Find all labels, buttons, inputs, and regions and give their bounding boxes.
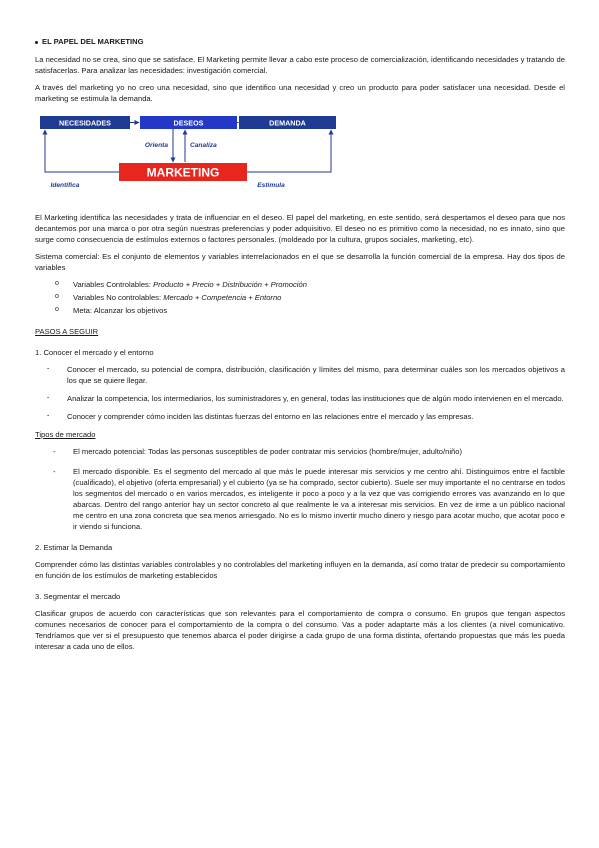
paragraph-1: La necesidad no se crea, sino que se satisface. El Marketing permite llevar a cabo este proceso de comercialización, identificando necesidades y tratando de satisfacerlas. Para analizar las necesidades: investigación comercial.	[35, 55, 565, 75]
step-3-text: Clasificar grupos de acuerdo con características que son relevantes para el comportamiento de compra o consumo. En grupos que tengan aspectos comunes necesarios de conocer para el comportamiento de la compra o del consumo. Vas a poder adaptarte más a los clientes (a nivel comunicativo. Tendríamos que ver si el presupuesto que tenemos abarca el poder dirigirse a cada grupo de una forma distinta, ofertando propuestas que más les pueda interesar a cada uno de ellos.	[35, 609, 565, 651]
market-types-heading: Tipos de mercado	[35, 430, 96, 439]
section-title: EL PAPEL DEL MARKETING	[35, 36, 565, 47]
dot-bullet-icon: ·	[47, 393, 50, 402]
dot-bullet-icon: ·	[47, 411, 50, 420]
paragraph-2: A través del marketing yo no creo una necesidad, sino que identifico una necesidad y creo un producto para poder satisfacer una necesidad. Desde el marketing se estimula la demanda.	[35, 83, 565, 103]
circle-bullet-icon: o	[55, 280, 59, 287]
marketing-label: MARKETING	[146, 165, 220, 180]
marketing-diagram	[35, 114, 565, 200]
document-page	[35, 36, 565, 658]
marketing-diagram-svg	[35, 114, 565, 200]
circle-bullet-icon: o	[55, 293, 59, 300]
list-item: o Variables Controlables: Producto + Precio + Distribución + Promoción	[55, 280, 307, 289]
list-item: - El mercado potencial: Todas las personas susceptibles de poder contratar mis servicios (hombre/mujer, adulto/niño)	[53, 447, 463, 456]
list-item: - El mercado disponible. Es el segmento del mercado al que más le puede interesar mis servicios y me centro ahí. Distinguimos entre el factible (cualificado), el objetivo (oferta empresarial) y el cubierto (ya se ha comprado, sector cubierto). Suele ser muy importante el no centrarse en todos los segmentos del mercado o en varios mercados, es inteligente ir poco a poco y a la vez que vas corrigiendo errores vas avanzando en lo que abarcas. Dentro del rango anterior hay un sector concreto al que realmente le va a interesar mis servicios. En vez de irme a un público nacional me centro en una zona concreta que sea menos arriesgado. No es lo mismo invertir mucho dinero y riesgo para acotar mucho, que acotar poco e ir viendo si funciona.	[53, 467, 565, 531]
steps-heading: PASOS A SEGUIR	[35, 327, 99, 336]
paragraph-4: Sistema comercial: Es el conjunto de elementos y variables interrelacionados en el que se desarrolla la función comercial de la empresa. Hay dos tipos de variables	[35, 252, 565, 272]
list-item: o Variables No controlables: Mercado + Competencia + Entorno	[55, 293, 282, 302]
step-1-heading: 1. Conocer el mercado y el entorno	[35, 348, 154, 357]
circle-bullet-icon: o	[55, 306, 59, 313]
paragraph-3: El Marketing identifica las necesidades y trata de influenciar en el deseo. El papel del marketing, en este sentido, será despertamos el deseo para que nos decantemos por una marca o por otra según nuestras preferencias y poder adquisitivo. El deseo no es primitivo como la necesidad, no es innato, sino que surge como consecuencia de estímulos externos o factores personales. (moldeado por la cultura, grupos sociales, marketing, etc).	[35, 213, 565, 244]
variables-list	[35, 279, 565, 316]
list-item: · Analizar la competencia, los intermediarios, los suministradores y, en general, todas las instituciones que de algún modo intervienen en el mercado.	[47, 393, 564, 403]
demand-label: DEMANDA	[269, 118, 306, 128]
needs-label: NECESIDADES	[59, 118, 111, 128]
step-1-list	[35, 364, 565, 422]
canaliza-label: Canaliza	[190, 142, 217, 149]
desires-label: DESEOS	[173, 118, 204, 128]
dot-bullet-icon: ·	[47, 364, 50, 373]
market-types-list	[35, 446, 565, 532]
step-2-heading: 2. Estimar la Demanda	[35, 543, 113, 552]
orienta-label: Orienta	[144, 142, 168, 149]
step-2-text: Comprender cómo las distintas variables controlables y no controlables del marketing influyen en la demanda, así como tratar de predecir su comportamiento en función de los estímulos de marketing establecidos	[35, 560, 565, 580]
arrow-estimula	[247, 130, 331, 172]
dash-bullet-icon: -	[53, 447, 56, 456]
list-item: · Conocer el mercado, su potencial de compra, distribución, clasificación y límites del mismo, para determinar cuáles son los mercados objetivos a los que se quiere llegar.	[47, 364, 565, 385]
identifica-label: Identifica	[50, 182, 80, 189]
estimula-label: Estimula	[257, 182, 285, 189]
list-item: o Meta: Alcanzar los objetivos	[55, 306, 168, 315]
list-item: · Conocer y comprender cómo inciden las distintas fuerzas del entorno en las relaciones entre el mercado y las empresas.	[47, 411, 474, 421]
dash-bullet-icon: -	[53, 467, 56, 476]
step-3-heading: 3. Segmentar el mercado	[35, 592, 121, 601]
bullet-dot-icon	[35, 41, 38, 44]
arrow-identifica	[45, 130, 119, 172]
